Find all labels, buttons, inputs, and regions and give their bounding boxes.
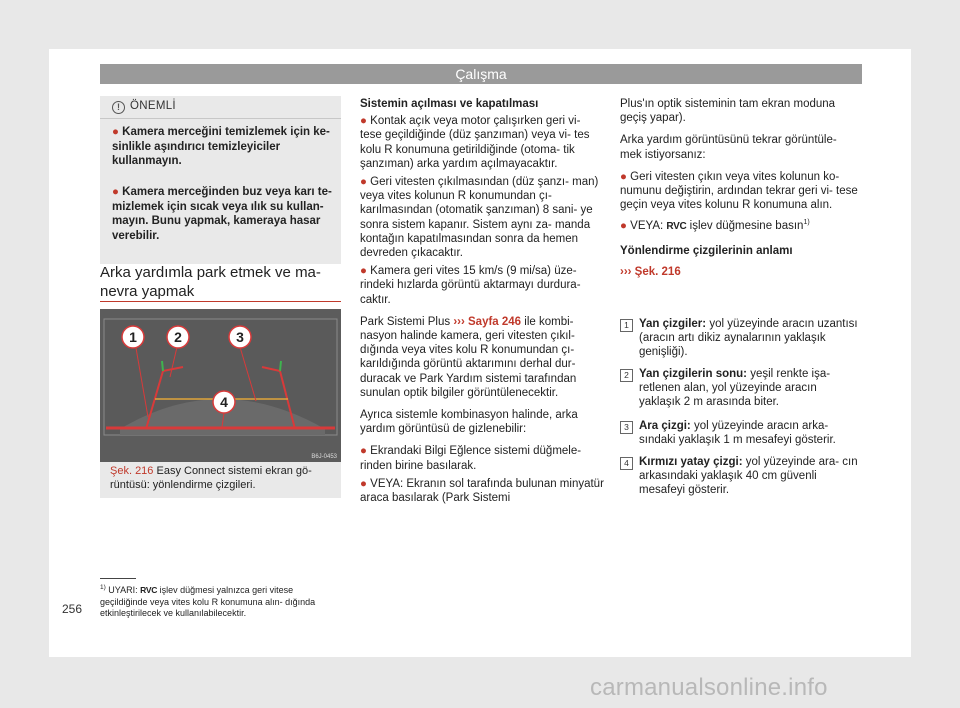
figure-ref: Şek. 216	[110, 465, 154, 477]
page-link[interactable]: ››› Sayfa 246	[453, 315, 522, 328]
figure-code: B6J-0453	[311, 454, 337, 460]
watermark: carmanualsonline.info	[590, 674, 828, 701]
paragraph: ● Geri vitesten çıkılmasından (düz şanzı- man) veya vites kolunun R konumundan çı- karılmasından (otomatik şanzıman) 8 sani- ye sonra sistem kapanır. Sistem aynı za- manda kontağın kapatılmasından sonra da hemen devreden çıkacaktır.	[360, 176, 599, 260]
heading-system: Sistemin açılması ve kapatılması	[360, 98, 539, 110]
warning-box	[100, 96, 341, 264]
heading-guidelines: Yönlendirme çizgilerinin anlamı	[620, 245, 793, 258]
bullet-icon: ●	[112, 126, 119, 138]
footnote-rule	[100, 578, 136, 579]
figure-caption	[100, 462, 341, 498]
callout-1: 1	[129, 329, 137, 345]
bullet-icon: ●	[620, 170, 627, 183]
paragraph: ● Kamera geri vites 15 km/s (9 mi/sa) üze- rindeki hızlarda görüntü aktarmayı durdura- caktır.	[360, 265, 581, 306]
warning-item: ● Kamera merceğinden buz veya karı te- mizlemek için sıcak veya ılık su kullan- mayın. Bunu yapmak, kameraya hasar verebilir.	[112, 186, 332, 242]
bullet-icon: ●	[620, 220, 627, 233]
page-header: Çalışma	[100, 64, 862, 84]
figure-image	[100, 309, 341, 462]
section-divider	[100, 301, 341, 302]
bullet-icon: ●	[360, 265, 367, 278]
bullet-icon: ●	[360, 176, 367, 189]
column-middle	[360, 97, 604, 505]
rvc-key-label: RVC	[140, 585, 158, 595]
bullet-icon: ●	[112, 186, 119, 198]
parking-camera-illustration	[100, 309, 341, 462]
callout-4: 4	[220, 394, 228, 410]
paragraph: Park Sistemi Plus ››› Sayfa 246 ile kombi- nasyon halinde kamera, geri vitesten çıkıl- dığında veya vites kolu R konumundan çı- karıldığında görüntü aktarımını derhal dur- duracak ve Park Yardım sistemi tarafından sunulan optik bilgiler görüntülenecektir.	[360, 315, 577, 399]
list-item: 4 Kırmızı yatay çizgi: yol yüzeyinde ara- cın arkasındaki yaklaşık 40 cm güvenli mesafeyi gösterir.	[620, 455, 860, 503]
caption-text: Easy Connect sistemi ekran gö- rüntüsü: yönlendirme çizgileri.	[110, 465, 312, 491]
paragraph: Ayrıca sistemle kombinasyon halinde, arka yardım görüntüsü de gizlenebilir:	[360, 409, 578, 436]
footnote: $^{1)}$ UYARI: RVC işlev düğmesi yalnızca geri vitese geçildiğinde veya vites kolu R konumuna alın- dığında etkinleştirilecek ve kullanılabilecektir.	[100, 584, 316, 618]
number-badge: 1	[620, 319, 633, 332]
figure-link[interactable]: ››› Şek. 216	[620, 265, 681, 278]
warning-item: ● Kamera merceğini temizlemek için ke- sinlikle aşındırıcı temizleyiciler kullanmayın.	[112, 126, 330, 167]
paragraph: ● Geri vitesten çıkın veya vites kolunun ko- numunu değiştirin, ardından tekrar geri vi- tese geçin veya vites kolunu R konumuna alın.	[620, 170, 858, 212]
rvc-key-label: RVC	[666, 221, 687, 233]
list-item: 2 Yan çizgilerin sonu: yeşil renkte işa- retlenen alan, yol yüzeyinde aracın yaklaşık 2 m arasında biter.	[620, 367, 860, 419]
warning-label: ÖNEMLİ	[130, 100, 176, 112]
paragraph: ● Kontak açık veya motor çalışırken geri vi- tese geçildiğinde (düz şanzıman) veya vi- tes kolu R konumuna getirildiğinde (otoma- tik şanzıman) arka yardım açılmayacaktır.	[360, 115, 590, 170]
number-badge: 3	[620, 421, 633, 434]
list-item: 3 Ara çizgi: yol yüzeyinde aracın arka- sındaki yaklaşık 1 m mesafeyi gösterir.	[620, 419, 860, 455]
callout-3: 3	[236, 329, 244, 345]
page-number: 256	[62, 602, 83, 616]
guideline-list	[620, 317, 860, 503]
paragraph: Arka yardım görüntüsünü tekrar görüntüle- mek istiyorsanız:	[620, 134, 837, 161]
callout-2: 2	[174, 329, 182, 345]
info-circle-icon: !	[112, 101, 125, 114]
bullet-icon: ●	[360, 115, 367, 128]
number-badge: 2	[620, 369, 633, 382]
paragraph: ● VEYA: Ekranın sol tarafında bulunan minyatür araca basılarak (Park Sistemi	[360, 477, 604, 505]
bullet-icon: ●	[360, 445, 367, 458]
list-item: 1 Yan çizgiler: yol yüzeyinde aracın uzantısı (aracın artı dikiz aynalarının yaklaşık genişliği).	[620, 317, 860, 365]
number-badge: 4	[620, 457, 633, 470]
paragraph: ● VEYA: RVC işlev düğmesine basın$^{1)}$	[620, 219, 810, 233]
paragraph: ● Ekrandaki Bilgi Eğlence sistemi düğmele- rinden birine basılarak.	[360, 445, 582, 472]
paragraph: Plus'ın optik sisteminin tam ekran moduna geçiş yapar).	[620, 98, 836, 125]
bullet-icon: ●	[360, 477, 367, 490]
column-right	[620, 97, 860, 281]
section-title: Arka yardımla park etmek ve ma- nevra yapmak	[100, 264, 321, 300]
warning-header	[100, 96, 341, 119]
